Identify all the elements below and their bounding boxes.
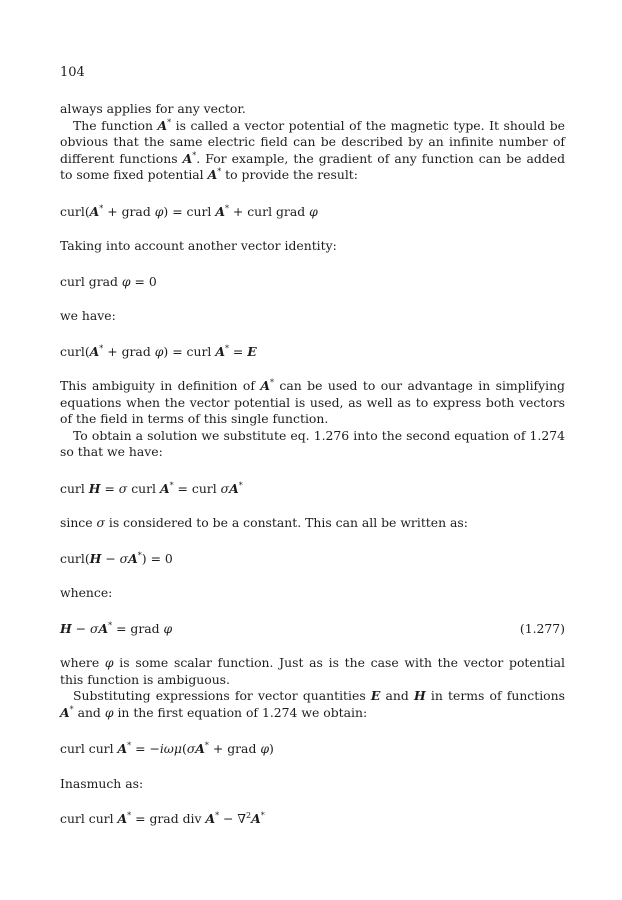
paragraph: To obtain a solution we substitute eq. 1.276 into the second equation of 1.274 so that we have: <box>60 427 565 459</box>
paragraph: This ambiguity in definition of A* can be used to our advantage in simplifying equations when the vector potential is used, as well as to express both vectors of the field in terms of this single function. <box>60 378 565 426</box>
equation: curl curl A* = −iωμ(σA* + grad φ) <box>60 741 274 756</box>
equation: curl grad φ = 0 <box>60 273 157 289</box>
paragraph: since σ is considered to be a constant. This can all be written as: <box>60 515 468 530</box>
paragraph: we have: <box>60 308 116 323</box>
paragraph: whence: <box>60 585 113 600</box>
equation: H − σA* = grad φ (1.277) <box>60 620 565 636</box>
paragraph: always applies for any vector. <box>60 101 246 116</box>
equation: curl(H − σA*) = 0 <box>60 550 173 566</box>
paragraph: The function A* is called a vector potential of the magnetic type. It should be obvious that the same electric field can be described by an infinite number of different functions A*. For example, the gradient of any function can be added to some fixed potential A* to provide the result: <box>60 117 565 182</box>
paragraph: Inasmuch as: <box>60 775 144 791</box>
equation: curl H = σ curl A* = curl σA* <box>60 480 243 496</box>
equation: curl(A* + grad φ) = curl A* + curl grad φ <box>60 203 318 219</box>
paragraph: Substituting expressions for vector quantities E and H in terms of functions A* and φ in the first equation of 1.274 we obtain: <box>60 688 565 720</box>
equation-number: (1.277) <box>519 620 565 636</box>
page-number: 104 <box>60 65 85 80</box>
equation: curl(A* + grad φ) = curl A* = E <box>60 343 257 359</box>
page-body <box>60 101 565 828</box>
paragraph: Taking into account another vector identity: <box>60 238 337 253</box>
equation: curl curl A* = grad div A* − ∇$^2$A* <box>60 811 265 826</box>
paragraph: where φ is some scalar function. Just as is the case with the vector potential this function is ambiguous. <box>60 655 565 687</box>
